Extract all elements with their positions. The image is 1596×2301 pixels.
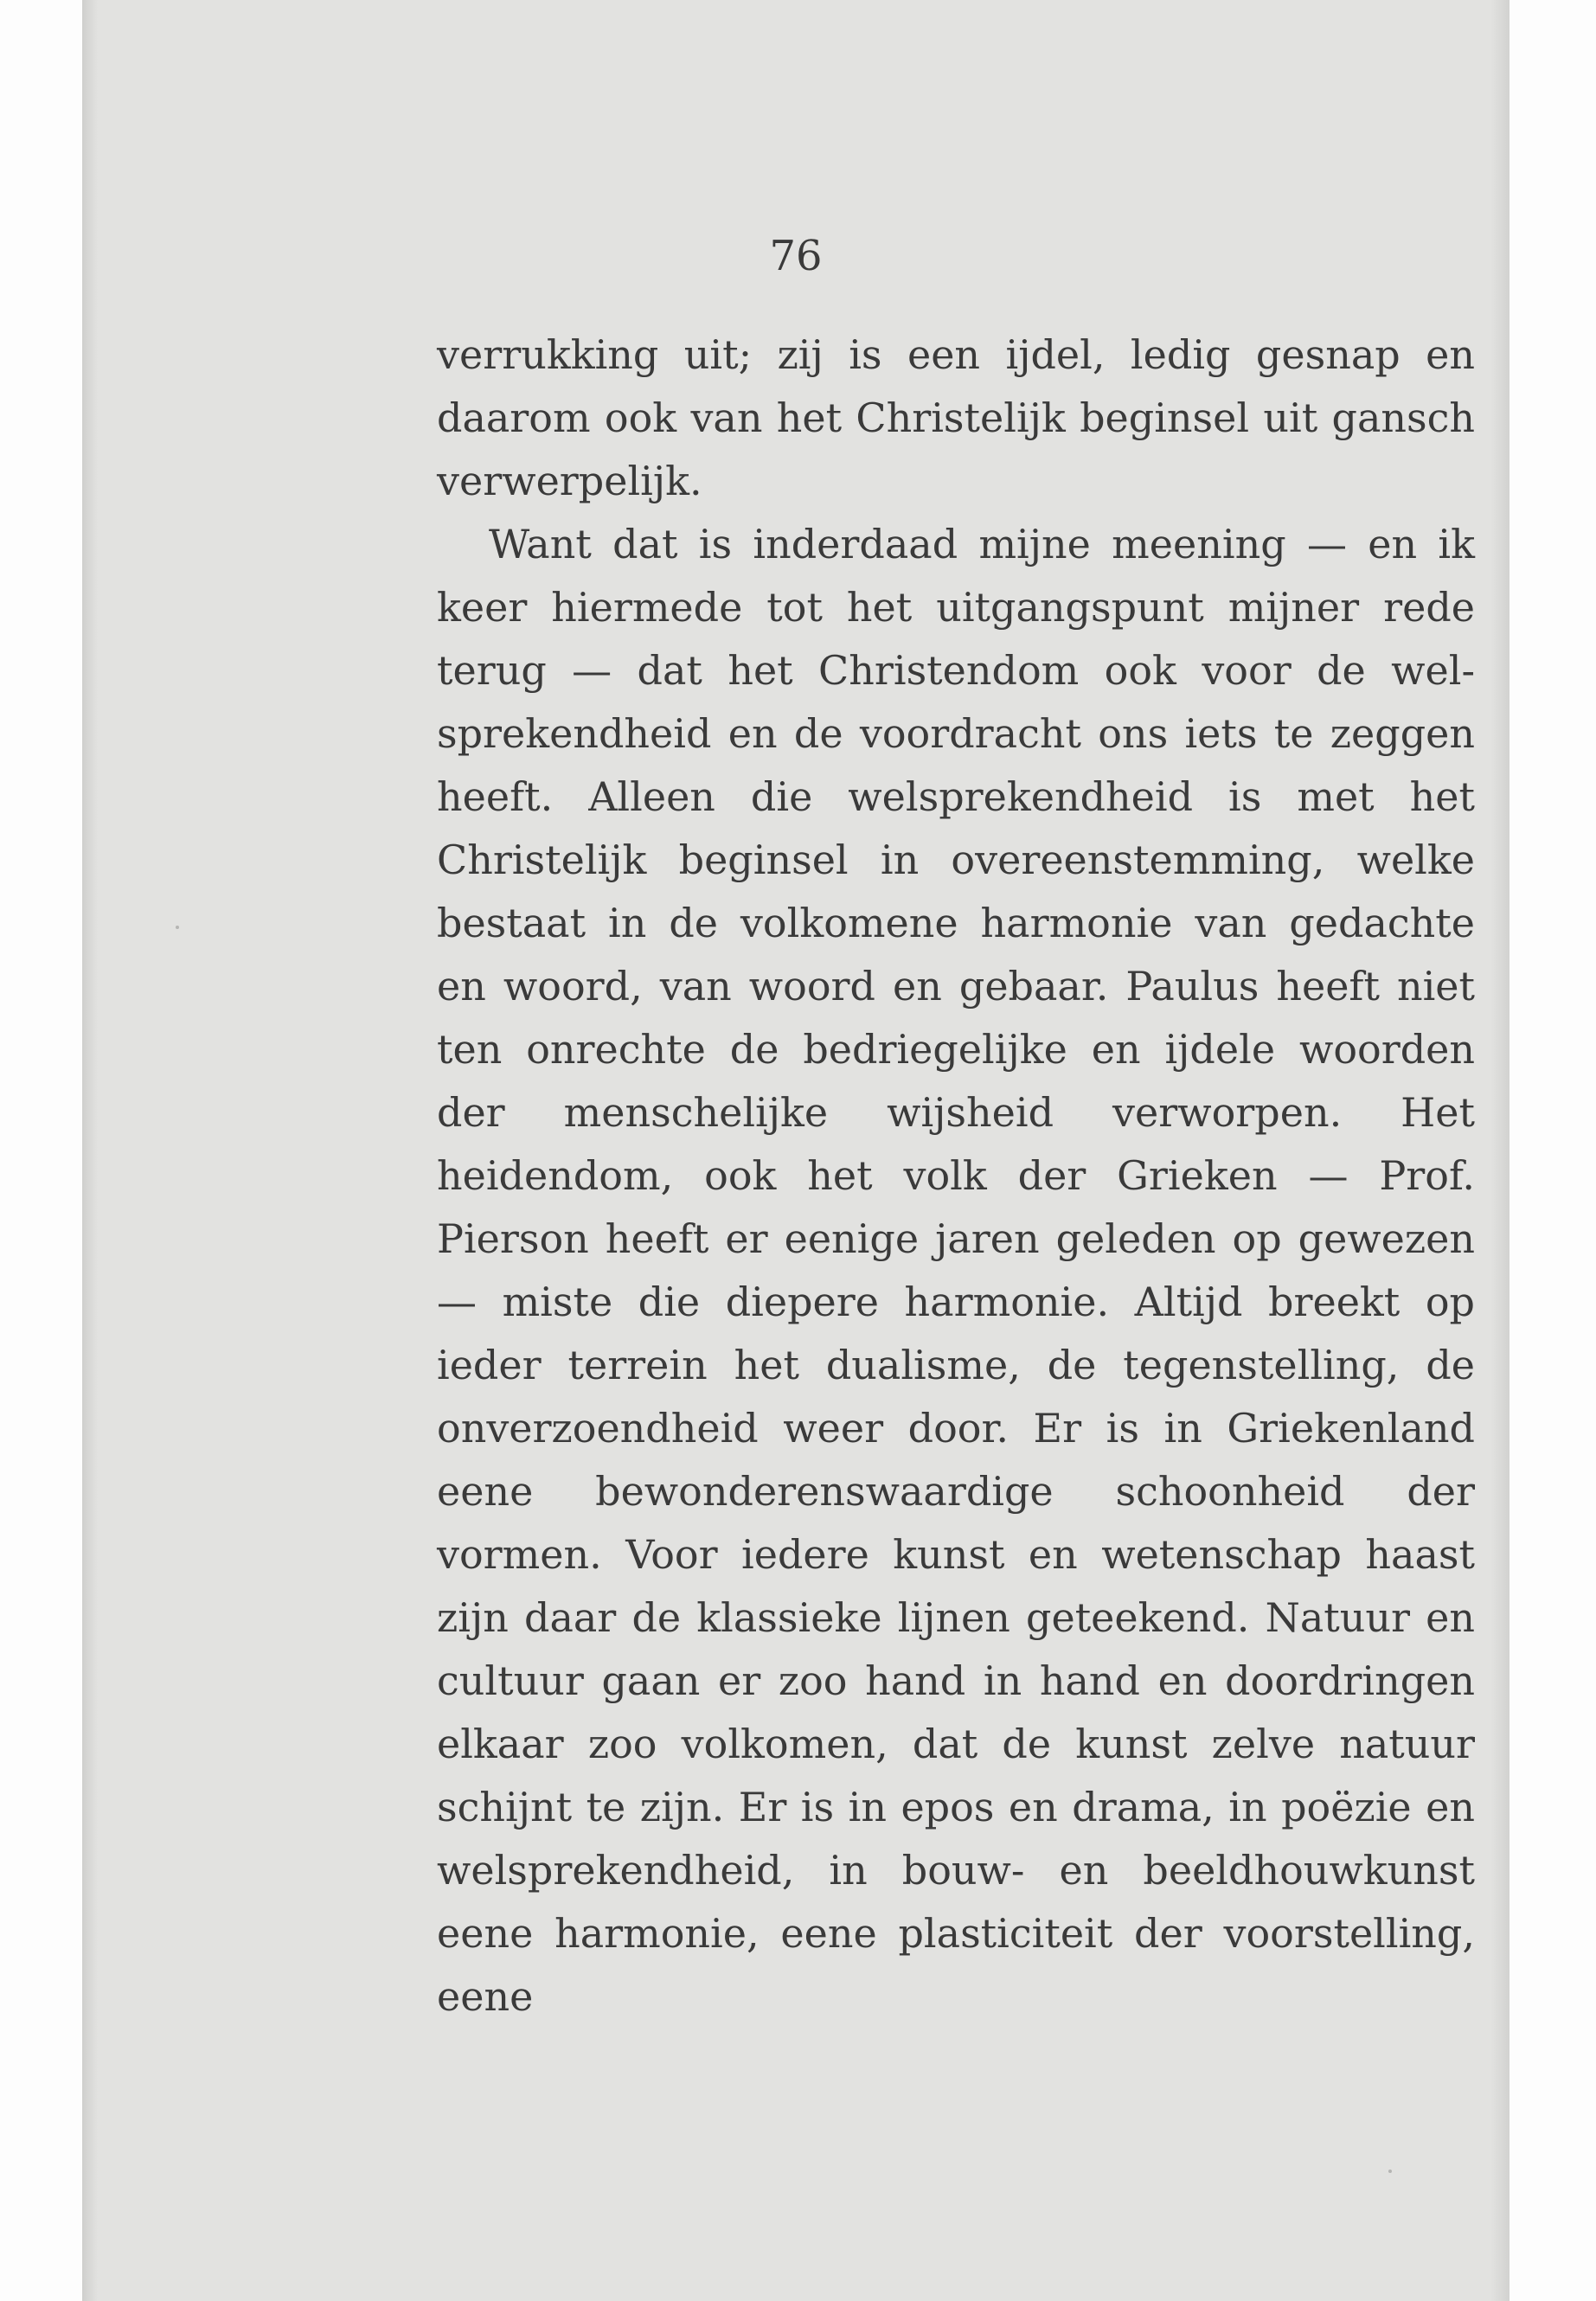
scanned-page [82,0,1509,2301]
page-edge-shadow-left [82,0,98,2301]
paper-speck [1388,2170,1392,2173]
page-edge-shadow-right [1490,0,1509,2301]
paper-speck [176,926,179,929]
body-text [437,324,1475,2029]
paragraph: Want dat is inderdaad mijne meening — en ik keer hiermede tot het uitgangspunt mijner rede terug — dat het Christendom ook voor de welsprekendheid en de voordracht ons iets te zeggen heeft. Alleen die welsprekendheid is met het Christelijk beginsel in overeenstemming, welke bestaat in de volkomene harmonie van gedachte en woord, van woord en gebaar. Paulus heeft niet ten onrechte de bedriegelijke en ijdele woorden der menschelijke wijsheid verworpen. Het heidendom, ook het volk der Grieken — Prof. Pierson heeft er eenige jaren geleden op gewezen — miste die diepere harmonie. Altijd breekt op ieder terrein het dualisme, de tegenstelling, de onverzoendheid weer door. Er is in Griekenland eene bewonderenswaardige schoonheid der vormen. Voor iedere kunst en wetenschap haast zijn daar de klassieke lijnen geteekend. Natuur en cultuur gaan er zoo hand in hand en doordringen elkaar zoo volkomen, dat de kunst zelve natuur schijnt te zijn. Er is in epos en drama, in poëzie en welsprekendheid, in bouw- en beeldhouwkunst eene harmonie, eene plasticiteit der voorstelling, eene [437,521,1475,2020]
paragraph: verrukking uit; zij is een ijdel, ledig gesnap en daarom ook van het Christelijk beginsel uit gansch verwerpelijk. [437,331,1475,504]
page-number: 76 [769,232,823,280]
